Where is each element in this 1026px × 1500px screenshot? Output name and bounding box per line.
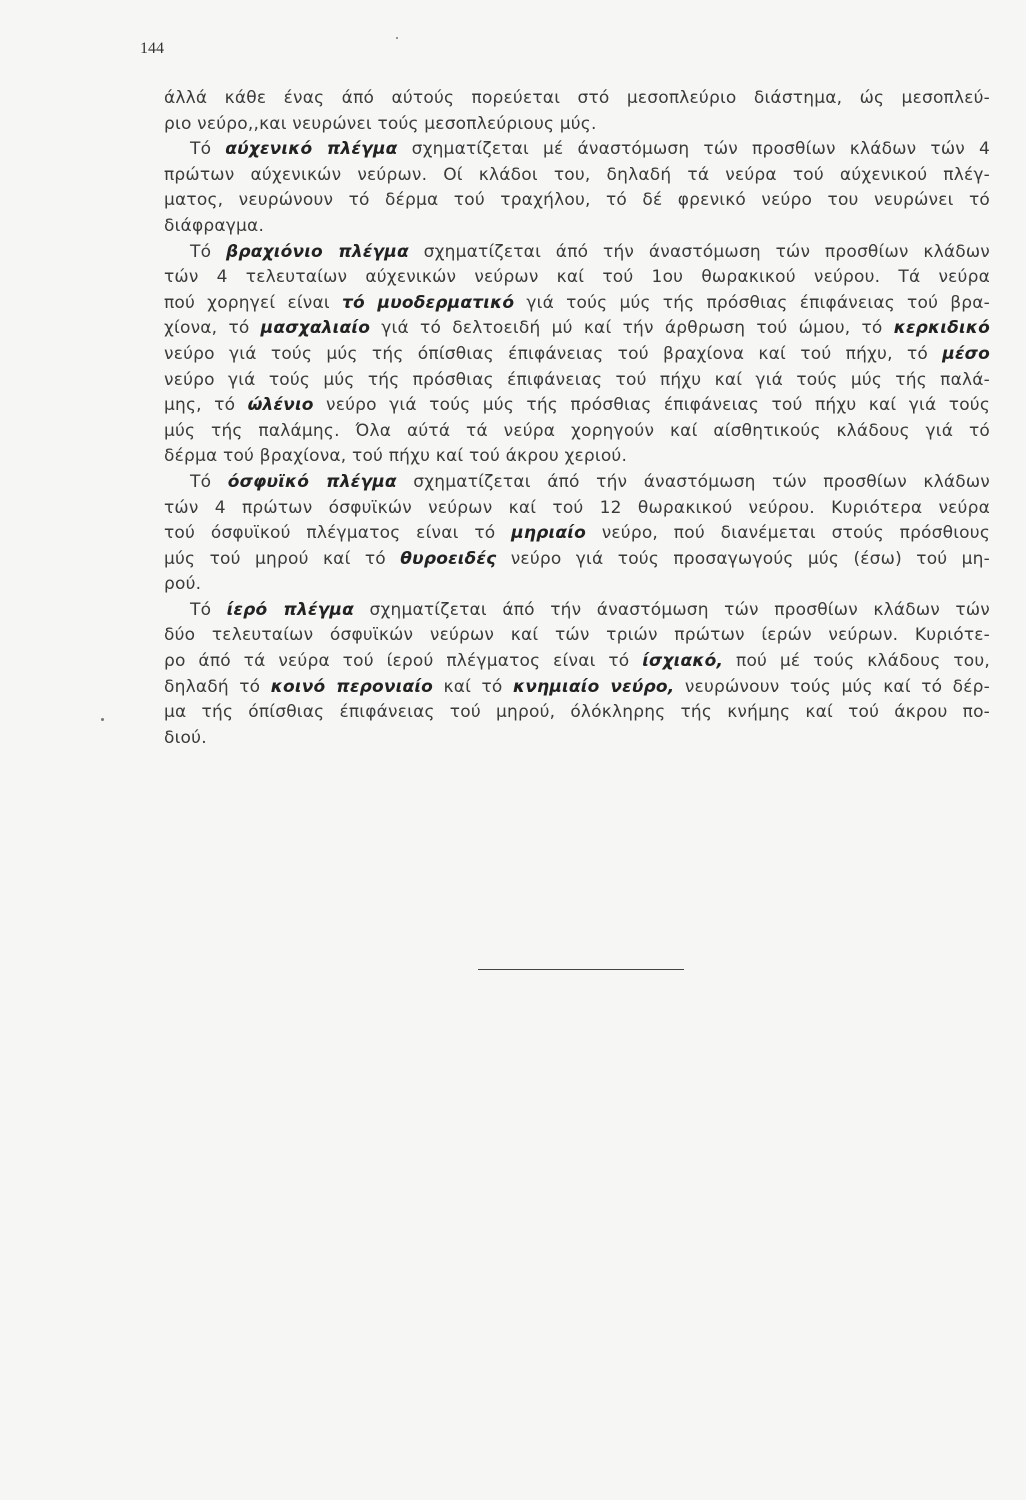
text-line: νεύρο γιά τούς μύς τής όπίσθιας έπιφάνειας τού βραχίονα καί τού πήχυ, τό μέσο [164,343,990,364]
text-line: νεύρο γιά τούς μύς τής πρόσθιας έπιφάνειας τού πήχυ καί γιά τούς μύς τής παλά- [164,369,990,390]
text-line: άλλά κάθε ένας άπό αύτούς πορεύεται στό μεσοπλεύριο διάστημα, ώς μεσοπλεύ- [164,88,990,108]
term-highlight: ώλένιο [247,395,314,416]
text-line: δέρμα τού βραχίονα, τού πήχυ καί τού άκρου χεριού. [164,446,628,467]
paper-speck [396,37,398,39]
term-highlight: μηριαίο [511,523,586,544]
text-line: μης, τό ώλένιο νεύρο γιά τούς μύς τής πρόσθιας έπιφάνειας τού πήχυ καί γιά τούς [164,395,991,416]
text-line: χίονα, τό μασχαλιαίο γιά τό δελτοειδή μύ καί τήν άρθρωση τού ώμου, τό κερκιδικό [164,318,990,339]
page-number: 144 [140,40,164,57]
text-line: ματος, νευρώνουν τό δέρμα τού τραχήλου, τό δέ φρενικό νεύρο του νευρώνει τό [164,190,990,211]
paper-speck [101,718,104,721]
text-line: ρο άπό τά νεύρα τού ίερού πλέγματος είναι τό ίσχιακό, πού μέ τούς κλάδους του, [164,651,990,672]
text-line: Τό ίερό πλέγμα σχηματίζεται άπό τήν άναστόμωση τών προσθίων κλάδων τών [190,599,990,620]
term-highlight: βραχιόνιο πλέγμα [225,241,409,262]
term-highlight: ίερό πλέγμα [226,599,355,620]
term-highlight: όσφυϊκό πλέγμα [227,471,397,492]
text-line: δηλαδή τό κοινό περονιαίο καί τό κνημιαίο νεύρο, νευρώνουν τούς μύς καί τό δέρ- [164,676,990,697]
term-highlight: κοινό περονιαίο [270,676,434,697]
text-line: ρού. [164,574,202,595]
text-line: μύς τού μηρού καί τό θυροειδές νεύρο γιά τούς προσαγωγούς μύς (έσω) τού μη- [164,548,990,569]
text-line: ριο νεύρο,,και νευρώνει τούς μεσοπλεύριους μύς. [164,113,597,134]
term-highlight: μασχαλιαίο [260,318,371,339]
text-line: πού χορηγεί είναι τό μυοδερματικό γιά τούς μύς τής πρόσθιας έπιφάνειας τού βρα- [164,292,990,313]
text-line: Τό αύχενικό πλέγμα σχηματίζεται μέ άναστόμωση τών προσθίων κλάδων τών 4 [190,139,990,160]
text-line: διάφραγμα. [164,215,265,236]
term-highlight: ίσχιακό, [642,651,724,672]
body-text [164,86,990,751]
text-line: τών 4 πρώτων όσφυϊκών νεύρων καί τού 12 θωρακικού νεύρου. Κυριότερα νεύρα [164,497,990,518]
term-highlight: θυροειδές [400,548,497,569]
term-highlight: αύχενικό πλέγμα [225,139,398,160]
text-line: Τό βραχιόνιο πλέγμα σχηματίζεται άπό τήν άναστόμωση τών προσθίων κλάδων [190,241,990,262]
term-highlight: μέσο [942,343,990,364]
term-highlight: κνημιαίο νεύρο, [512,676,675,697]
text-line: διού. [164,727,207,748]
text-line: μύς τής παλάμης. Όλα αύτά τά νεύρα χορηγούν καί αίσθητικούς κλάδους γιά τό [164,420,990,441]
text-line: πρώτων αύχενικών νεύρων. Οί κλάδοι του, δηλαδή τά νεύρα τού αύχενικού πλέγ- [164,164,990,185]
text-line: τού όσφυϊκού πλέγματος είναι τό μηριαίο νεύρο, πού διανέμεται στούς πρόσθιους [164,523,991,544]
term-highlight: κερκιδικό [893,318,990,339]
text-line: Τό όσφυϊκό πλέγμα σχηματίζεται άπό τήν άναστόμωση τών προσθίων κλάδων [190,471,990,492]
text-line: μα τής όπίσθιας έπιφάνειας τού μηρού, όλόκληρης τής κνήμης καί τού άκρου πο- [164,702,990,723]
term-highlight: τό μυοδερματικό [341,292,515,313]
text-line: τών 4 τελευταίων αύχενικών νεύρων καί τού 1ου θωρακικού νεύρου. Τά νεύρα [164,267,990,288]
section-divider [478,969,684,970]
text-line: δύο τελευταίων όσφυϊκών νεύρων καί τών τριών πρώτων ίερών νεύρων. Κυριότε- [164,625,990,646]
